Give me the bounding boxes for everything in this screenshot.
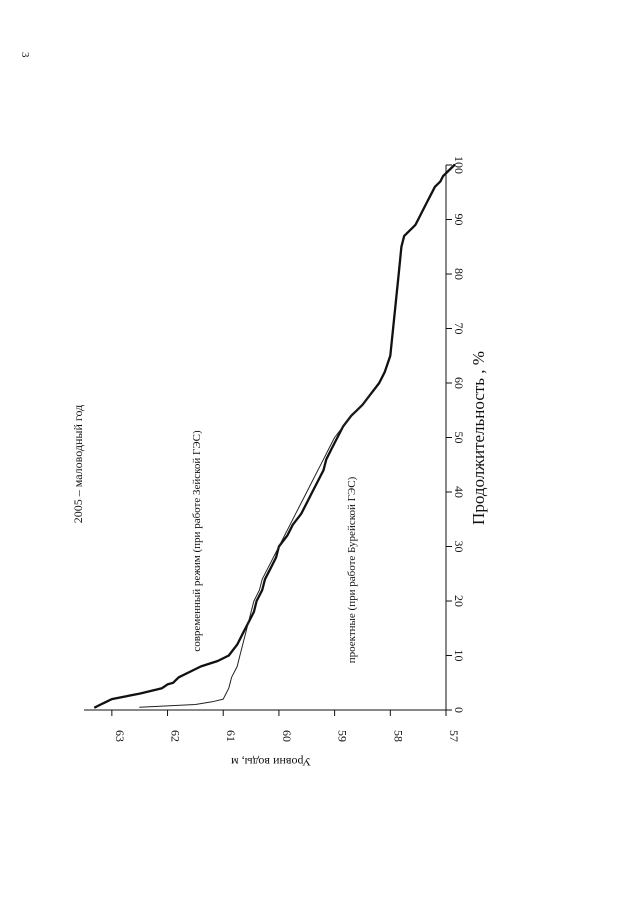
duration-tick-label: 30	[452, 540, 466, 553]
labels	[71, 351, 488, 769]
duration-tick-label: 80	[452, 268, 466, 280]
duration-tick-label: 10	[452, 649, 466, 662]
y-axis-label: Уровни воды, м	[231, 755, 311, 769]
level-tick-label: 60	[279, 730, 294, 742]
axes	[84, 156, 466, 742]
duration-tick-label: 60	[452, 377, 466, 389]
duration-tick-label: 40	[452, 486, 466, 498]
x-axis-label: Продолжительность , %	[469, 351, 488, 525]
page-number: 3	[19, 52, 31, 58]
level-tick-label: 63	[112, 730, 127, 742]
duration-tick-label: 90	[452, 213, 466, 226]
chart-title: 2005 – маловодный год	[71, 404, 85, 524]
duration-tick-label: 100	[452, 156, 466, 174]
duration-tick-label: 0	[452, 707, 466, 713]
level-tick-label: 57	[447, 730, 461, 742]
series-layer	[95, 165, 454, 707]
duration-tick-label: 20	[452, 595, 466, 607]
duration-tick-label: 70	[452, 322, 466, 335]
series-line-current-regime	[95, 165, 454, 707]
level-tick-label: 58	[391, 730, 406, 742]
level-tick-label: 62	[168, 730, 183, 742]
level-tick-label: 61	[224, 730, 239, 742]
series-label-projected: проектные (при работе Бурейской ГЭС)	[346, 476, 358, 664]
duration-tick-label: 50	[452, 431, 466, 444]
level-tick-label: 59	[335, 730, 350, 742]
series-label-current-regime: современный режим (при работе Зейской ГЭС)	[191, 430, 203, 652]
